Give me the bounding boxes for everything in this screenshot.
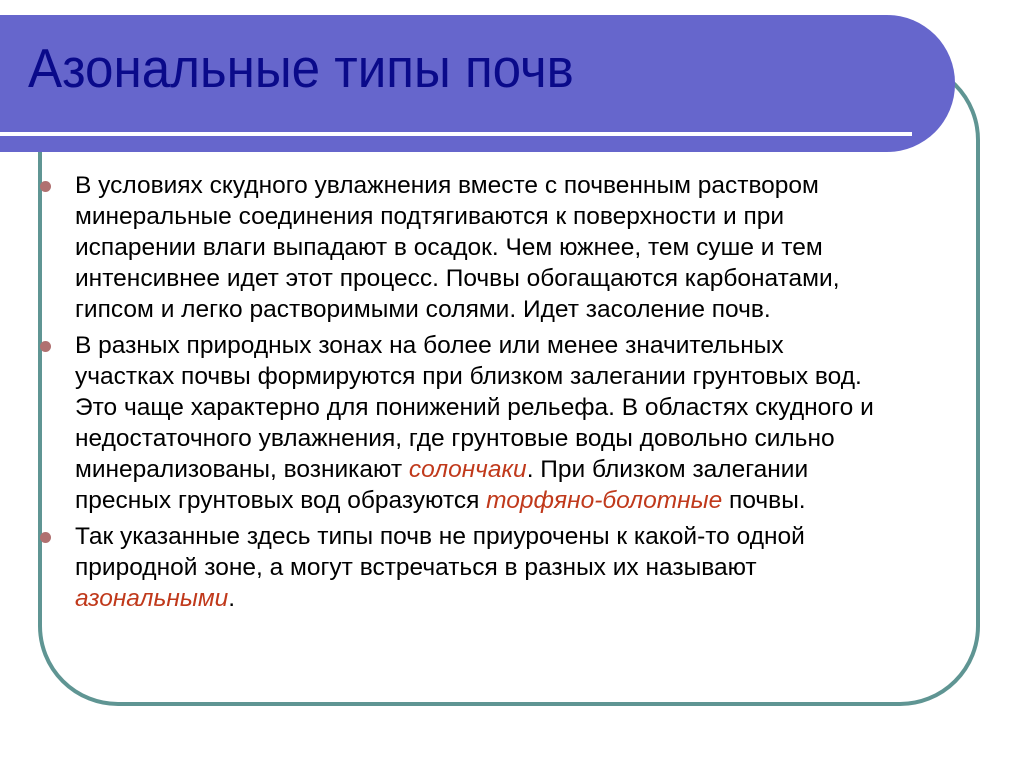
- text-line: [75, 201, 1015, 232]
- text-segment: Это чаще характерно для понижений рельефа. В областях скудного и: [75, 394, 874, 421]
- bullet-dot-icon: [40, 341, 51, 352]
- emphasized-term: торфяно-болотные: [486, 487, 723, 514]
- text-segment: почвы.: [722, 487, 806, 514]
- text-segment: интенсивнее идет этот процесс. Почвы обогащаются карбонатами,: [75, 265, 840, 292]
- bullet-item: [75, 330, 1015, 516]
- text-line: [75, 454, 1015, 485]
- slide-title: Азональные типы почв: [28, 37, 574, 99]
- text-segment: участках почвы формируются при близком залегании грунтовых вод.: [75, 363, 862, 390]
- text-line: [75, 423, 1015, 454]
- text-line: [75, 330, 1015, 361]
- title-underline: [0, 132, 912, 136]
- text-segment: .: [228, 585, 236, 612]
- text-line: [75, 232, 1015, 263]
- text-line: [75, 170, 1015, 201]
- text-segment: природной зоне, а могут встречаться в разных их называют: [75, 554, 757, 581]
- text-segment: В условиях скудного увлажнения вместе с почвенным раствором: [75, 172, 819, 199]
- bullet-dot-icon: [40, 532, 51, 543]
- text-line: [75, 485, 1015, 516]
- bullet-dot-icon: [40, 181, 51, 192]
- text-line: [75, 294, 1015, 325]
- text-segment: В разных природных зонах на более или менее значительных: [75, 332, 784, 359]
- bullet-item: [75, 521, 1015, 614]
- text-segment: Так указанные здесь типы почв не приурочены к какой-то одной: [75, 523, 805, 550]
- text-segment: минеральные соединения подтягиваются к поверхности и при: [75, 203, 785, 230]
- text-segment: гипсом и легко растворимыми солями. Идет засоление почв.: [75, 296, 771, 323]
- text-segment: минерализованы, возникают: [75, 456, 409, 483]
- text-line: [75, 521, 1015, 552]
- text-segment: . При близком залегании: [526, 456, 809, 483]
- text-line: [75, 263, 1015, 294]
- emphasized-term: солончаки: [408, 456, 527, 483]
- text-line: [75, 392, 1015, 423]
- text-line: [75, 552, 1015, 583]
- slide-body: [75, 170, 1015, 619]
- emphasized-term: азональными: [75, 585, 229, 612]
- text-segment: пресных грунтовых вод образуются: [75, 487, 487, 514]
- text-segment: недостаточного увлажнения, где грунтовые воды довольно сильно: [75, 425, 835, 452]
- text-line: [75, 361, 1015, 392]
- bullet-item: [75, 170, 1015, 325]
- text-segment: испарении влаги выпадают в осадок. Чем южнее, тем суше и тем: [75, 234, 823, 261]
- text-line: [75, 583, 1015, 614]
